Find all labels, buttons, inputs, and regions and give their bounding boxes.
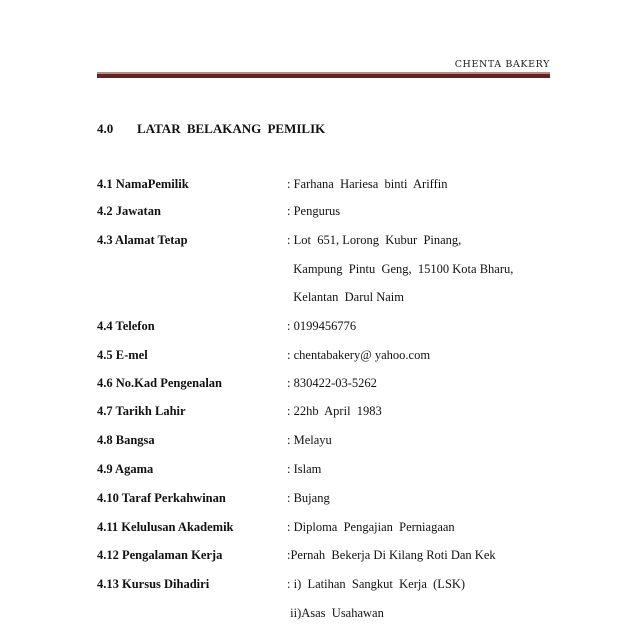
detail-row xyxy=(97,262,557,278)
detail-label: 4.2 Jawatan xyxy=(97,204,161,218)
running-header: CHENTA BAKERY xyxy=(454,59,550,70)
section-title: LATAR BELAKANG PEMILIK xyxy=(137,121,326,136)
detail-value: : Islam xyxy=(287,462,322,476)
detail-row xyxy=(97,577,557,593)
detail-label: 4.13 Kursus Dihadiri xyxy=(97,577,210,591)
detail-value: : Diploma Pengajian Perniagaan xyxy=(287,520,455,534)
header-rule xyxy=(97,74,550,78)
detail-row xyxy=(97,233,557,249)
detail-row xyxy=(97,348,557,364)
detail-row xyxy=(97,433,557,449)
detail-value: : i) Latihan Sangkut Kerja (LSK) xyxy=(287,577,466,591)
detail-label: 4.1 NamaPemilik xyxy=(97,177,189,191)
detail-label: 4.8 Bangsa xyxy=(97,433,155,447)
detail-row xyxy=(97,319,557,335)
detail-value: : Farhana Hariesa binti Ariffin xyxy=(287,177,448,191)
detail-value: : 830422-03-5262 xyxy=(287,376,377,390)
detail-value: : Melayu xyxy=(287,433,332,447)
detail-row xyxy=(97,177,557,193)
detail-row xyxy=(97,548,557,564)
detail-label: 4.10 Taraf Perkahwinan xyxy=(97,491,226,505)
detail-value: Kelantan Darul Naim xyxy=(287,290,404,304)
detail-label: 4.7 Tarikh Lahir xyxy=(97,404,186,418)
detail-value: Kampung Pintu Geng, 15100 Kota Bharu, xyxy=(287,262,514,276)
detail-label: 4.3 Alamat Tetap xyxy=(97,233,188,247)
detail-value: : 0199456776 xyxy=(287,319,357,333)
detail-row xyxy=(97,290,557,306)
detail-row xyxy=(97,204,557,220)
detail-value: : Pengurus xyxy=(287,204,341,218)
detail-label: 4.12 Pengalaman Kerja xyxy=(97,548,223,562)
detail-label: 4.11 Kelulusan Akademik xyxy=(97,520,234,534)
detail-label: 4.5 E-mel xyxy=(97,348,148,362)
detail-value: : Lot 651, Lorong Kubur Pinang, xyxy=(287,233,462,247)
detail-label: 4.9 Agama xyxy=(97,462,154,476)
detail-row xyxy=(97,606,557,622)
detail-value: : 22hb April 1983 xyxy=(287,404,382,418)
detail-value: ii)Asas Usahawan xyxy=(287,606,384,620)
detail-row xyxy=(97,404,557,420)
detail-row xyxy=(97,491,557,507)
detail-row xyxy=(97,376,557,392)
detail-label: 4.4 Telefon xyxy=(97,319,155,333)
section-number: 4.0 xyxy=(97,121,114,136)
detail-value: : Bujang xyxy=(287,491,330,505)
detail-row xyxy=(97,462,557,478)
detail-value: : chentabakery@ yahoo.com xyxy=(287,348,431,362)
detail-row xyxy=(97,520,557,536)
detail-label: 4.6 No.Kad Pengenalan xyxy=(97,376,223,390)
detail-value: :Pernah Bekerja Di Kilang Roti Dan Kek xyxy=(287,548,496,562)
